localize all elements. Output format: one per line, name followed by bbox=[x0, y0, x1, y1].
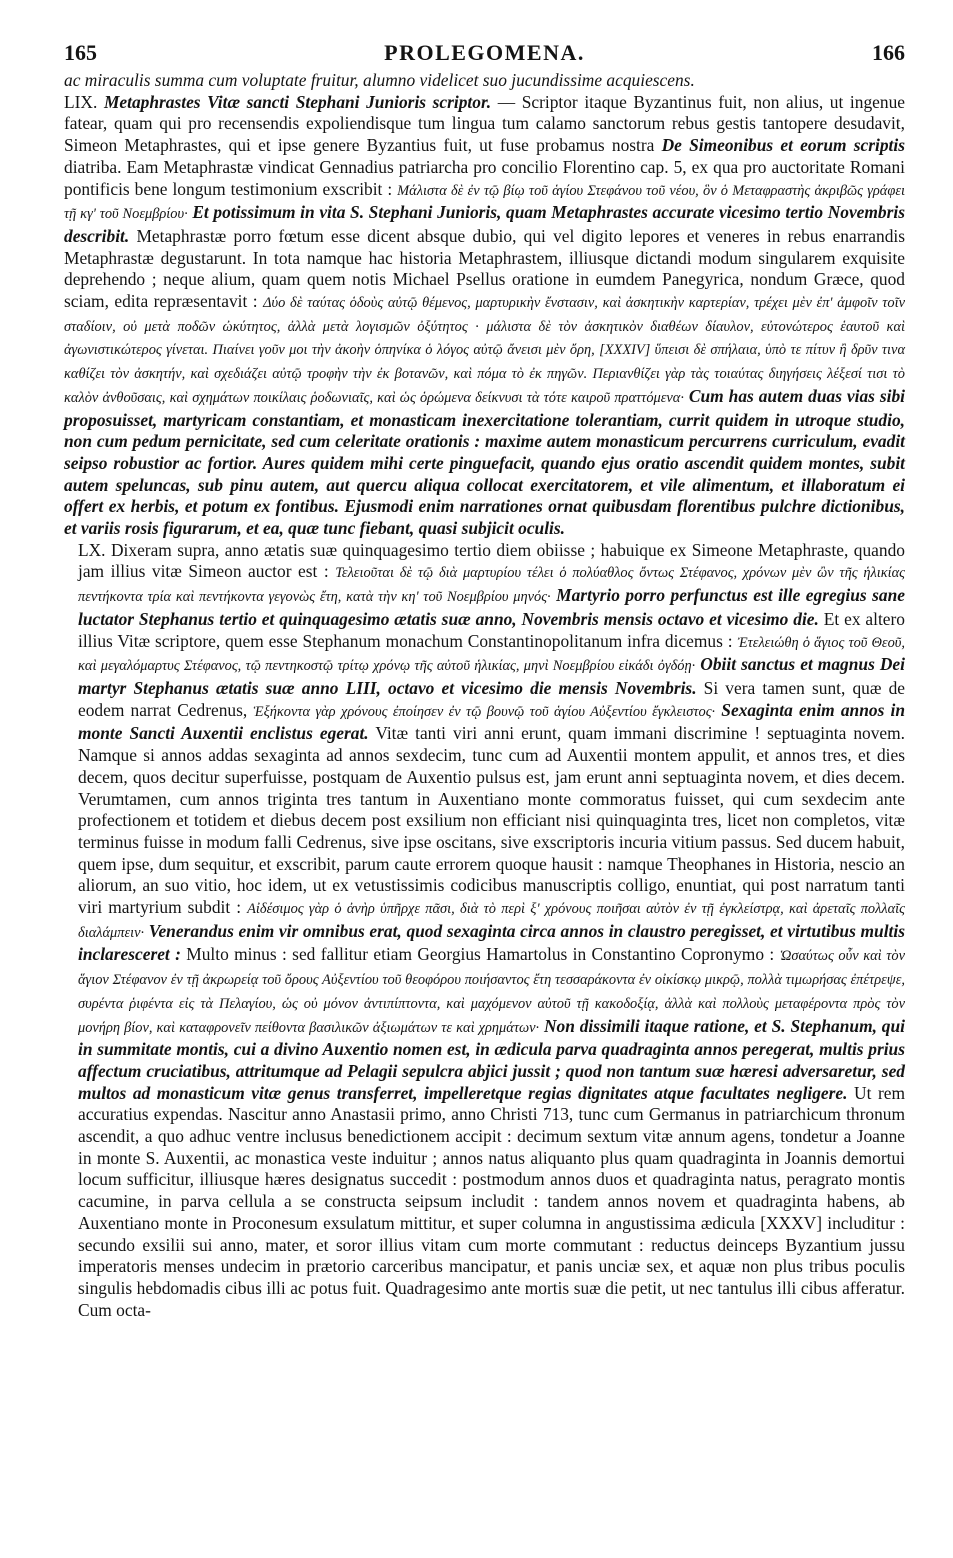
greek-quote: Μάλιστα δὲ ἐν τῷ βίῳ τοῦ ἁγίου Στεφάνου τοῦ νέου, ὃν ὁ Μεταφραστὴς ἀκριβῶς γράφει τῇ κγ' τοῦ Νοεμβρίου· bbox=[64, 182, 905, 223]
section-heading: Metaphrastes Vitæ sancti Stephani Junioris scriptor. bbox=[103, 91, 492, 112]
text-run: Multo minus : sed fallitur etiam Georgius Hamartolus in Constantino Copronymo : bbox=[180, 944, 780, 965]
page-number-left: 165 bbox=[64, 40, 97, 65]
text-run: Et ex altero illius Vitæ scriptore, quem esse Stephanum monachum Constantinopolitanum infra dicemus : bbox=[78, 608, 905, 651]
latin-translation: Cum has autem duas vias sibi proposuisset, martyricam constantiam, et monasticam inexercitatione tolerantiam, currit quidem in utroque studio, non cum pedum pernicitate, sed cum celeritate orationis : maxime autem monasticum percurrens curriculum, evadit seipso robustior ac fortior. Aures quidem mihi certe pinguefacit, quando ejus oratio ascendit quidem montes, subit autem speluncas, sub pinu autem, aut quercu aliqua collocat exercitatorem, et vile alimentum, et illaboratum ei offert ex herbis, et potum ex fontibus. Ejusmodi enim narrationes ornat quibusdam florentibus pulchre dictionibus, et variis rosis figurarum, et ea, quæ tunc fiebant, quasi subjicit oculis. bbox=[64, 385, 905, 539]
greek-quote: Ἑξήκοντα γὰρ χρόνους ἐποίησεν ἐν τῷ βουνῷ τοῦ ἁγίου Αὐξεντίου ἔγκλειστος· bbox=[253, 703, 716, 720]
greek-quote: Ὡσαύτως οὖν καὶ τὸν ἅγιον Στέφανον ἐν τῇ ἀκρωρείᾳ τοῦ ὄρους Αὐξεντίου τοῦ θεοφόρου ποιήσαντος ἔτη τεσσαράκοντα ἐν οἰκίσκῳ μικρῷ, πολλὰ τιμωρήσας ἐπέτρεψε, συρέντα ῥιφέντα εἰς τὰ Πελαγίου, ὡς οὐ μόνον ἀντιπίπτοντα, καὶ μαχόμενον αὐτοῦ τῇ κακοδοξίᾳ, ἀλλὰ καὶ πολλοὺς μεταφέροντα πρὸς τὸν μονήρη βίον, καὶ καταφρονεῖν πείθοντα βασιλικῶν ἀξιωμάτων τε καὶ χρημάτων· bbox=[78, 948, 905, 1036]
greek-quote: Δύο δὲ ταύτας ὁδοὺς αὐτῷ θέμενος, μαρτυρικὴν ἔνστασιν, καὶ ἀσκητικὴν καρτερίαν, τρέχει μὲν ἐπ' ἀμφοῖν τοῖν σταδίοιν, οὐ μετὰ ποδῶν ὠκύτητος, ἀλλὰ μετὰ λογισμῶν ὀξύτητος · μάλιστα δὲ τὸν ἀσκητικὸν διαθέων δίαυλον, εὐτονώτερος ἑαυτοῦ καὶ ἀγωνιστικώτερος γίνεται. Πιαίνει γοῦν μοι τὴν ἀκοὴν ὁπηνίκα ὁ λόγος αὐτῷ ἄνεισι μὲν ὄρη, [XXXIV] ὕπεισι δὲ σπήλαια, ὑπὸ τε πίτυν ἢ δρῦν τινα καθίζει τὸν ἀσκητήν, καὶ σχεδιάζει αὐτῷ τροφὴν τὴν ἐκ βοτανῶν, καὶ πόμα τὸ ἐκ πηγῶν. Περιανθίζει γὰρ τὰς τοιαύτας διηγήσεις λέξεσί τισι τὸ καλὸν ἀνθοῦσαις, καὶ σχημάτων ποικίλαις ῥοδωνιαῖς, καὶ ὡς ὁρώμενα δείκνυσι τὰ τότε καιροῦ πραττόμενα· bbox=[64, 295, 905, 406]
text-run: Dixeram supra, anno ætatis suæ quinquagesimo tertio diem obiisse ; habuique ex Simeone Metaphraste, quando jam illius vitæ Simeon auctor est : bbox=[78, 539, 905, 582]
text-run: ac miraculis summa cum voluptate fruitur, alumno videlicet suo jucundissime acquiescens. bbox=[64, 70, 695, 90]
paragraph-lx bbox=[64, 540, 905, 1322]
latin-translation: Et potissimum in vita S. Stephani Junioris, quam Metaphrastes accurate vicesimo tertio Novembris describit. bbox=[64, 202, 905, 246]
latin-translation: Martyrio porro perfunctus est ille egregius sane luctator Stephanus tertio et quinquagesimo ætatis suæ anno, Novembris mensis octavo et vicesimo die. bbox=[78, 585, 905, 629]
main-text bbox=[64, 70, 905, 1321]
text-run: Vitæ tanti viri anni erunt, quam immani discrimine ! septuaginta novem. Namque si annos addas sexaginta ad annos sexdecim, tunc cum ad Auxentii montem appulit, et annos tres, et dies decem, quos decitur superfuisse, postquam de Auxentio pulsus est, jam erunt anni septuaginta novem, et dies decem. Verumtamen, cum annos triginta tres tantum in Auxentiano monte commoratus fuisset, qui cum sexdecim ante profectionem et totidem et diebus decem post exsilium non efficiant nisi quinquaginta tres, licet non completos, vitæ terminus fuisse in modum falli Cedrenus, sive ipse oscitans, sive exscriptoris incuria vitium passus. Sed ducem habuit, quem ipse, dum sequitur, et exscribit, parum caute errorem quoque hausit : namque Theophanes in Historia, nescio an aliorum, an suo vitio, hoc idem, ut ex vetustissimis codicibus manuscriptis colligo, enuntiat, qui post narratum tanti viri martyrium subdit : bbox=[78, 723, 905, 918]
running-title: PROLEGOMENA. bbox=[384, 40, 585, 65]
section-number: LX. bbox=[78, 539, 106, 560]
greek-quote: Ἐτελειώθη ὁ ἅγιος τοῦ Θεοῦ, καὶ μεγαλόμαρτυς Στέφανος, τῷ πεντηκοστῷ τρίτῳ χρόνῳ τῆς αὐτοῦ ἡλικίας, μηνὶ Νοεμβρίου εἰκάδι ὀγδόῃ· bbox=[78, 634, 905, 675]
greek-quote: Αἰδέσιμος γὰρ ὁ ἀνὴρ ὑπῆρχε πᾶσι, διὰ τὸ περὶ ξ' χρόνους ποιῆσαι αὐτὸν ἐν τῇ ἐγκλείστρᾳ, καὶ ἀρεταῖς πολλαῖς διαλάμπειν· bbox=[78, 901, 905, 941]
book-title: De Simeonibus et eorum scriptis bbox=[661, 135, 905, 156]
page-number-right: 166 bbox=[871, 40, 905, 65]
section-number: LIX. bbox=[64, 91, 98, 112]
text-run: diatriba. Eam Metaphrastæ vindicat Gennadius patriarcha pro concilio Florentino cap. 5, ex qua pro auctoritate Romani pontificis bene longum testimonium exscribit : bbox=[64, 156, 905, 199]
paragraph-lix bbox=[64, 92, 905, 540]
running-header bbox=[64, 40, 905, 70]
greek-quote: Τελειοῦται δὲ τῷ διὰ μαρτυρίου τέλει ὁ πολύαθλος ὄντως Στέφανος, χρόνων μὲν ὢν τῆς ἡλικίας πεντήκοντα τρία καὶ πεντήκοντα γεγονὼς ἔτη, κατὰ τὴν κη' τοῦ Νοεμβρίου μηνός· bbox=[78, 565, 905, 606]
text-run: Metaphrastæ porro fœtum esse dicent absque dubio, qui vel digito lepores et veneres in rebus enarrandis Metaphrastæ degustarunt. In tota namque hac historia Metaphrastem, illiusque dictandi modum singularem exquisite deprehendo ; neque alium, quam quem notis Michael Psellus oratione in eumdem Panegyrica, nondum Græce, quod sciam, edita repræsentavit : bbox=[64, 225, 905, 312]
text-run: Si vera tamen sunt, quæ de eodem narrat Cedrenus, bbox=[78, 677, 905, 720]
paragraph-1 bbox=[64, 70, 905, 92]
latin-translation: Sexaginta enim annos in monte Sancti Auxentii enclistus egerat. bbox=[78, 699, 905, 744]
text-run: — Scriptor itaque Byzantinus fuit, non alius, ut ingenue fatear, quam qui pro recensendis expoliendisque tum lingua tum calamo sanctorum rebus gestis tantopere desudavit, Simeon Metaphrastes, qui et ipse genere Byzantius fuit, ut fuse probamus nostra bbox=[64, 91, 905, 156]
text-run: Ut rem accuratius expendas. Nascitur anno Anastasii primo, anno Christi 713, tunc cum Germanus in patriarchicum thronum ascendit, a quo adhuc ventre inclusus benedictionem accipit : decimum sextum vitæ annum agens, tondetur a Joanne in monte S. Auxentii, ac monastica veste induitur ; annos natus aliquanto plus quam quadraginta in Joannis demortui locum sufficitur, illiusque hæres designatus succedit : postmodum annos duos et quadraginta natus, peragrato montis cacumine, in parva cellula a se constructa seipsum includit : tandem annos novem et quadraginta habens, ab Auxentiano monte in Proconesum exsulatum mittitur, et super columna in angustissima ædicula [XXXV] includitur : secundo exsilii sui anno, mater, et soror illius vitam cum morte commutant : reductus deinceps Byzantium jussu imperatoris menses undecim in prætorio carceribus mancipatur, et panis unciæ sex, et aquæ non plus tribus poculis singulis hebdomadis cibus illi ac potus fuit. Quadragesimo ante mortis suæ die petit, ut nec tantulus illi cibus afferatur. Cum octa- bbox=[78, 1082, 905, 1320]
latin-translation: Non dissimili itaque ratione, et S. Stephanum, qui in summitate montis, cui a divino Auxentio nomen est, in ædicula parva quadraginta annos peregerat, multis prius affectum cruciatibus, attritumque ad Pelagii sepulcra abjici jussit ; quod non tantum suæ hæresi adversaretur, sed multos ad monasticum vitæ genus transferret, impelleretque regias dignitates atque facultates negligere. bbox=[78, 1015, 905, 1103]
latin-translation: Venerandus enim vir omnibus erat, quod sexaginta circa annos in claustro peregisset, et virtutibus multis inclaresceret : bbox=[78, 920, 905, 965]
latin-translation: Obiit sanctus et magnus Dei martyr Stephanus ætatis suæ anno LIII, octavo et vicesimo die mensis Novembris. bbox=[78, 654, 905, 698]
